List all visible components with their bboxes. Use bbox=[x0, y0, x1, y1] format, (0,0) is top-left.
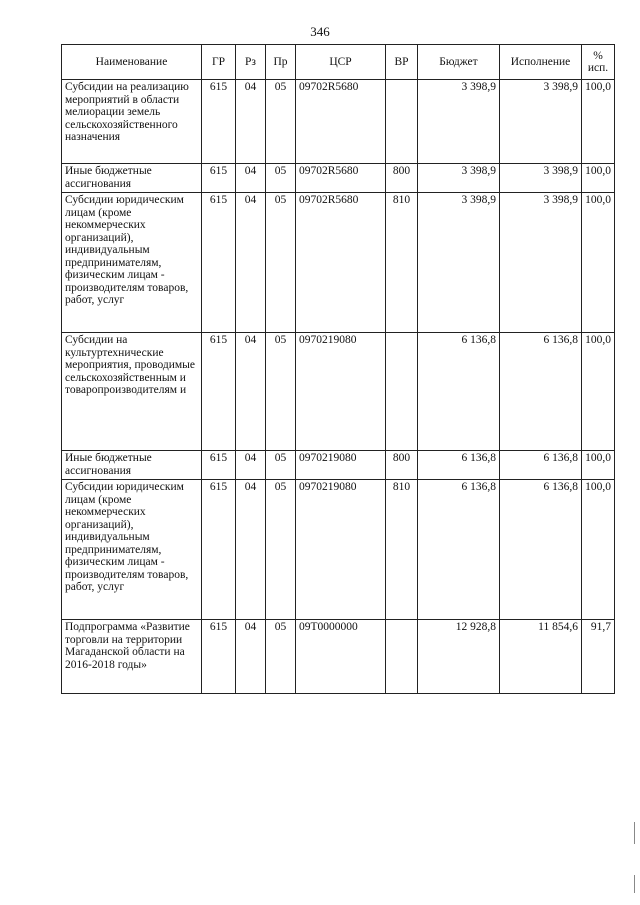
header-execution: Исполнение bbox=[500, 45, 582, 80]
budget-execution-table bbox=[61, 44, 615, 694]
cell-budget: 3 398,9 bbox=[418, 164, 500, 193]
cell-pct: 100,0 bbox=[582, 164, 615, 193]
cell-pct: 91,7 bbox=[582, 620, 615, 694]
cell-execution: 3 398,9 bbox=[500, 164, 582, 193]
cell-gr: 615 bbox=[202, 333, 236, 451]
cell-gr: 615 bbox=[202, 80, 236, 164]
cell-execution: 6 136,8 bbox=[500, 451, 582, 480]
cell-gr: 615 bbox=[202, 451, 236, 480]
cell-csr: 09702R5680 bbox=[296, 193, 386, 333]
cell-execution: 3 398,9 bbox=[500, 193, 582, 333]
cell-pr: 05 bbox=[266, 193, 296, 333]
table-row bbox=[62, 164, 615, 193]
cell-csr: 09Т0000000 bbox=[296, 620, 386, 694]
cell-vr: 800 bbox=[386, 164, 418, 193]
cell-budget: 3 398,9 bbox=[418, 80, 500, 164]
table-row bbox=[62, 480, 615, 620]
cell-execution: 6 136,8 bbox=[500, 480, 582, 620]
cell-pct: 100,0 bbox=[582, 480, 615, 620]
cell-vr bbox=[386, 620, 418, 694]
cell-gr: 615 bbox=[202, 164, 236, 193]
cell-budget: 6 136,8 bbox=[418, 333, 500, 451]
header-row bbox=[62, 45, 615, 80]
cell-budget: 6 136,8 bbox=[418, 451, 500, 480]
scan-edge-mark bbox=[634, 875, 635, 893]
cell-gr: 615 bbox=[202, 193, 236, 333]
table-row bbox=[62, 333, 615, 451]
cell-name: Подпрограмма «Развитие торговли на территории Магаданской области на 2016-2018 годы» bbox=[62, 620, 202, 694]
cell-budget: 6 136,8 bbox=[418, 480, 500, 620]
cell-execution: 3 398,9 bbox=[500, 80, 582, 164]
cell-name: Субсидии юридическим лицам (кроме некоммерческих организаций), индивидуальным предпринимателям, физическим лицам - производителям товаров, работ, услуг bbox=[62, 193, 202, 333]
cell-gr: 615 bbox=[202, 480, 236, 620]
header-pct-label: исп. bbox=[587, 62, 609, 74]
header-gr: ГР bbox=[202, 45, 236, 80]
header-pct bbox=[582, 45, 615, 80]
cell-rz: 04 bbox=[236, 480, 266, 620]
cell-pr: 05 bbox=[266, 80, 296, 164]
table-header bbox=[62, 45, 615, 80]
cell-pct: 100,0 bbox=[582, 451, 615, 480]
cell-budget: 12 928,8 bbox=[418, 620, 500, 694]
cell-budget: 3 398,9 bbox=[418, 193, 500, 333]
header-pr: Пр bbox=[266, 45, 296, 80]
header-rz: Рз bbox=[236, 45, 266, 80]
cell-rz: 04 bbox=[236, 193, 266, 333]
cell-rz: 04 bbox=[236, 451, 266, 480]
table-row bbox=[62, 451, 615, 480]
cell-rz: 04 bbox=[236, 333, 266, 451]
cell-csr: 0970219080 bbox=[296, 480, 386, 620]
header-pct-symbol: % bbox=[593, 50, 603, 62]
table-row bbox=[62, 620, 615, 694]
cell-rz: 04 bbox=[236, 620, 266, 694]
page-number: 346 bbox=[310, 24, 330, 39]
cell-vr: 810 bbox=[386, 480, 418, 620]
cell-csr: 0970219080 bbox=[296, 451, 386, 480]
cell-name: Иные бюджетные ассигнования bbox=[62, 451, 202, 480]
cell-pct: 100,0 bbox=[582, 193, 615, 333]
table-row bbox=[62, 193, 615, 333]
cell-pr: 05 bbox=[266, 480, 296, 620]
header-name: Наименование bbox=[62, 45, 202, 80]
cell-pct: 100,0 bbox=[582, 80, 615, 164]
cell-csr: 09702R5680 bbox=[296, 164, 386, 193]
cell-pct: 100,0 bbox=[582, 333, 615, 451]
cell-name: Иные бюджетные ассигнования bbox=[62, 164, 202, 193]
header-vr: ВР bbox=[386, 45, 418, 80]
cell-name: Субсидии на реализацию мероприятий в области мелиорации земель сельскохозяйственного назначения bbox=[62, 80, 202, 164]
cell-rz: 04 bbox=[236, 164, 266, 193]
cell-pr: 05 bbox=[266, 164, 296, 193]
cell-vr bbox=[386, 333, 418, 451]
cell-execution: 6 136,8 bbox=[500, 333, 582, 451]
cell-rz: 04 bbox=[236, 80, 266, 164]
cell-name: Субсидии на культуртехнические мероприятия, проводимые сельскохозяйственным и товаропроизводителям и bbox=[62, 333, 202, 451]
cell-vr: 800 bbox=[386, 451, 418, 480]
cell-pr: 05 bbox=[266, 620, 296, 694]
cell-gr: 615 bbox=[202, 620, 236, 694]
cell-vr bbox=[386, 80, 418, 164]
header-csr: ЦСР bbox=[296, 45, 386, 80]
table-row bbox=[62, 80, 615, 164]
cell-execution: 11 854,6 bbox=[500, 620, 582, 694]
cell-pr: 05 bbox=[266, 333, 296, 451]
cell-csr: 0970219080 bbox=[296, 333, 386, 451]
table-body bbox=[62, 80, 615, 694]
scan-edge-mark bbox=[634, 822, 635, 844]
cell-csr: 09702R5680 bbox=[296, 80, 386, 164]
header-budget: Бюджет bbox=[418, 45, 500, 80]
cell-pr: 05 bbox=[266, 451, 296, 480]
cell-vr: 810 bbox=[386, 193, 418, 333]
cell-name: Субсидии юридическим лицам (кроме некоммерческих организаций), индивидуальным предпринимателям, физическим лицам - производителям товаров, работ, услуг bbox=[62, 480, 202, 620]
